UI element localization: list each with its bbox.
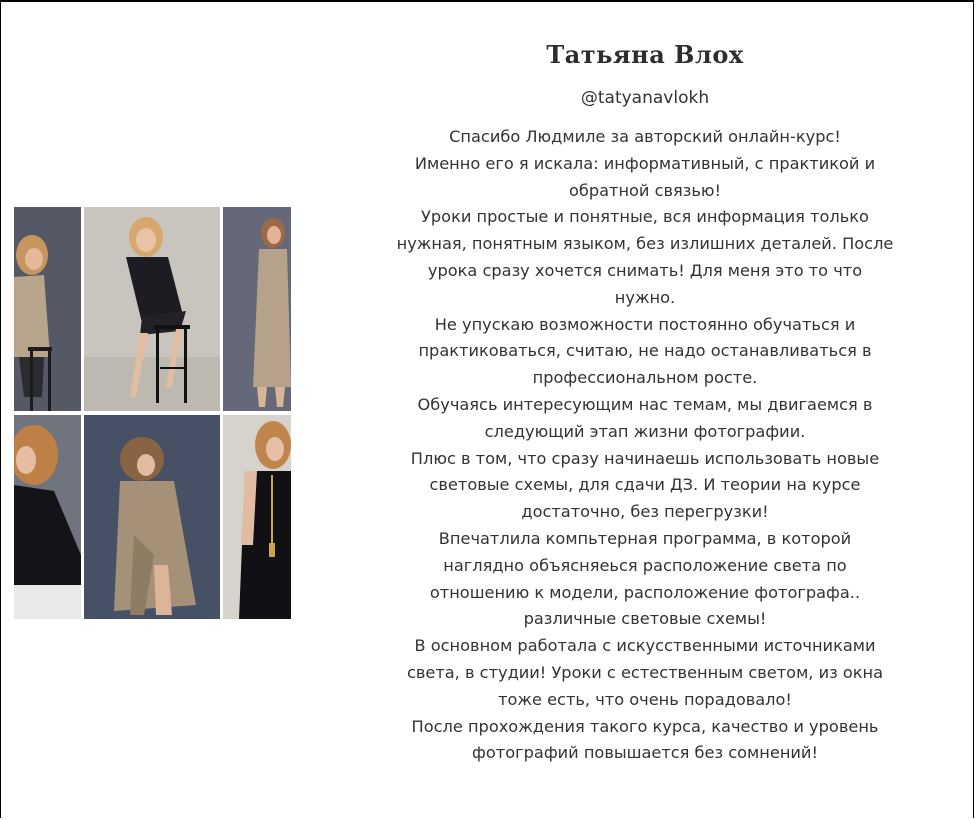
review-line: Впечатлила компьтерная программа, в которой [438,528,852,548]
review-line: Уроки простые и понятные, вся информация только [421,207,869,227]
portfolio-photo [223,207,291,411]
review-text [344,124,946,767]
review-line: Именно его я искала: информативный, с практикой и [414,153,876,173]
author-handle: @tatyanavlokh [580,88,710,108]
testimonial-card [344,38,946,767]
review-line: отношению к модели, расположение фотографа.. [429,582,861,602]
review-line: Плюс в том, что сразу начинаешь использовать новые [410,448,880,468]
review-line: нужно. [614,287,676,307]
review-line: обратной связью! [568,180,722,200]
review-line: света, в студии! Уроки с естественным светом, из окна [406,662,884,682]
portfolio-photo [84,207,220,411]
review-line: различные световые схемы! [523,609,767,629]
review-line: достаточно, без перегрузки! [521,502,769,522]
portfolio-photo [14,415,81,619]
review-line: следующий этап жизни фотографии. [484,421,806,441]
review-line: тоже есть, что очень порадовало! [498,689,792,709]
review-line: Спасибо Людмиле за авторский онлайн-курс! [449,127,841,146]
review-line: наглядно объясняеься расположение света по [443,555,847,575]
review-line: урока сразу хочется снимать! Для меня это то что [427,260,863,280]
portfolio-photo [14,207,81,411]
review-line: световые схемы, для сдачи ДЗ. И теории на курсе [429,475,861,495]
review-line: фотографий повышается без сомнений! [472,743,818,763]
review-line: нужная, понятным языком, без излишних деталей. После [396,234,894,254]
portfolio-photo [84,415,220,619]
portfolio-photo [223,415,291,619]
portfolio-collage [14,207,291,619]
review-line: Обучаясь интересующим нас темам, мы двигаемся в [417,394,873,414]
review-line: практиковаться, считаю, не надо останавливаться в [418,341,872,361]
review-line: В основном работала с искусственными источниками [414,636,876,656]
review-line: Не упускаю возможности постоянно обучаться и [434,314,856,334]
author-name: Татьяна Влох [546,40,744,69]
review-line: профессиональном росте. [532,368,758,388]
review-line: После прохождения такого курса, качество и уровень [411,716,879,736]
